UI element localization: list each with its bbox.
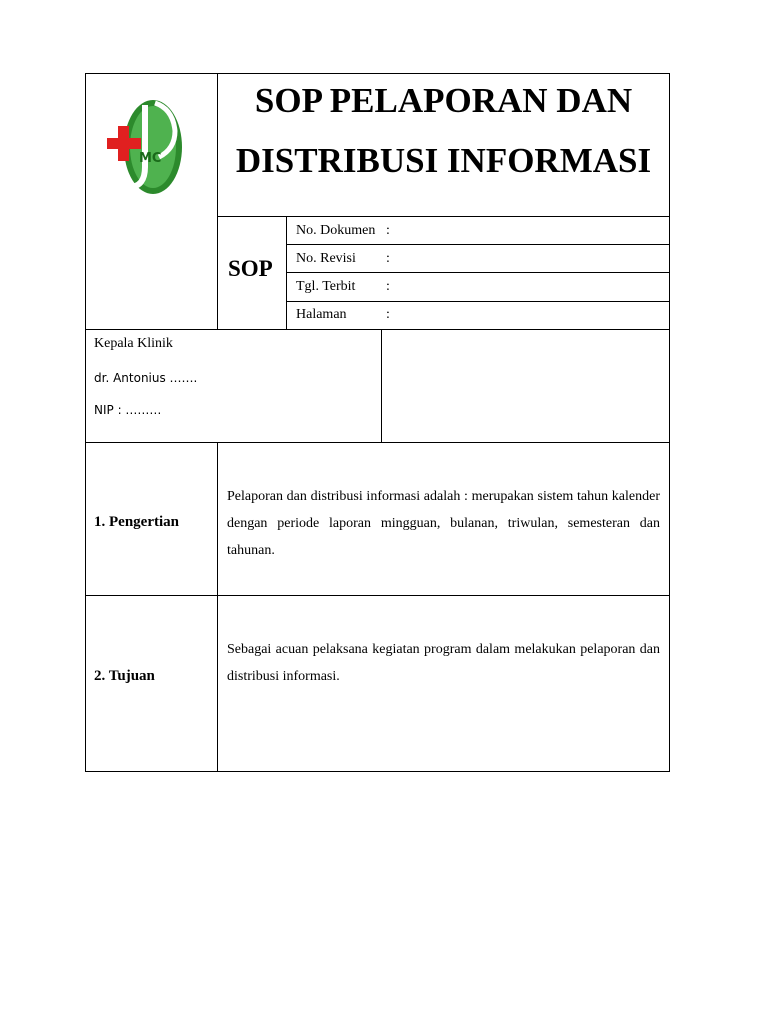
sop-document-table	[85, 73, 670, 772]
document-title-line-1: SOP PELAPORAN DAN	[254, 81, 633, 120]
divider-signature	[381, 329, 382, 442]
divider-sections	[217, 442, 218, 772]
divider-field-3	[286, 301, 670, 302]
signature-role: Kepala Klinik	[94, 336, 173, 351]
field-label-halaman: Halaman	[296, 307, 347, 322]
field-separator: :	[386, 251, 390, 266]
sop-label: SOP	[228, 256, 273, 281]
field-label-no-revisi: No. Revisi	[296, 251, 356, 266]
section-text-pengertian: Pelaporan dan distribusi informasi adalah : merupakan sistem tahun kalender dengan periode laporan mingguan, bulanan, triwulan, semesteran dan tahunan.	[227, 489, 660, 558]
section-heading-tujuan: 2. Tujuan	[94, 668, 155, 684]
field-separator: :	[386, 307, 390, 322]
table-border-right	[669, 73, 670, 772]
clinic-logo	[93, 83, 203, 213]
document-title-line-2: DISTRIBUSI INFORMASI	[235, 141, 652, 180]
divider-title	[217, 216, 670, 217]
table-border-bottom	[85, 771, 670, 772]
section-text-tujuan: Sebagai acuan pelaksana kegiatan program dalam melakukan pelaporan dan distribusi informasi.	[227, 642, 660, 684]
divider-signature-bottom	[85, 442, 670, 443]
table-border-top	[85, 73, 670, 74]
field-label-tgl-terbit: Tgl. Terbit	[296, 279, 356, 294]
divider-field-2	[286, 272, 670, 273]
divider-section-1	[85, 595, 670, 596]
table-border-left	[85, 73, 86, 772]
signature-nip: NIP : ………	[94, 403, 162, 417]
signature-name: dr. Antonius …….	[94, 371, 198, 385]
svg-text:MC: MC	[139, 151, 162, 166]
field-separator: :	[386, 223, 390, 238]
divider-field-1	[286, 244, 670, 245]
field-label-no-dokumen: No. Dokumen	[296, 223, 376, 238]
divider-header-bottom	[85, 329, 670, 330]
section-heading-pengertian: 1. Pengertian	[94, 514, 179, 530]
field-separator: :	[386, 279, 390, 294]
